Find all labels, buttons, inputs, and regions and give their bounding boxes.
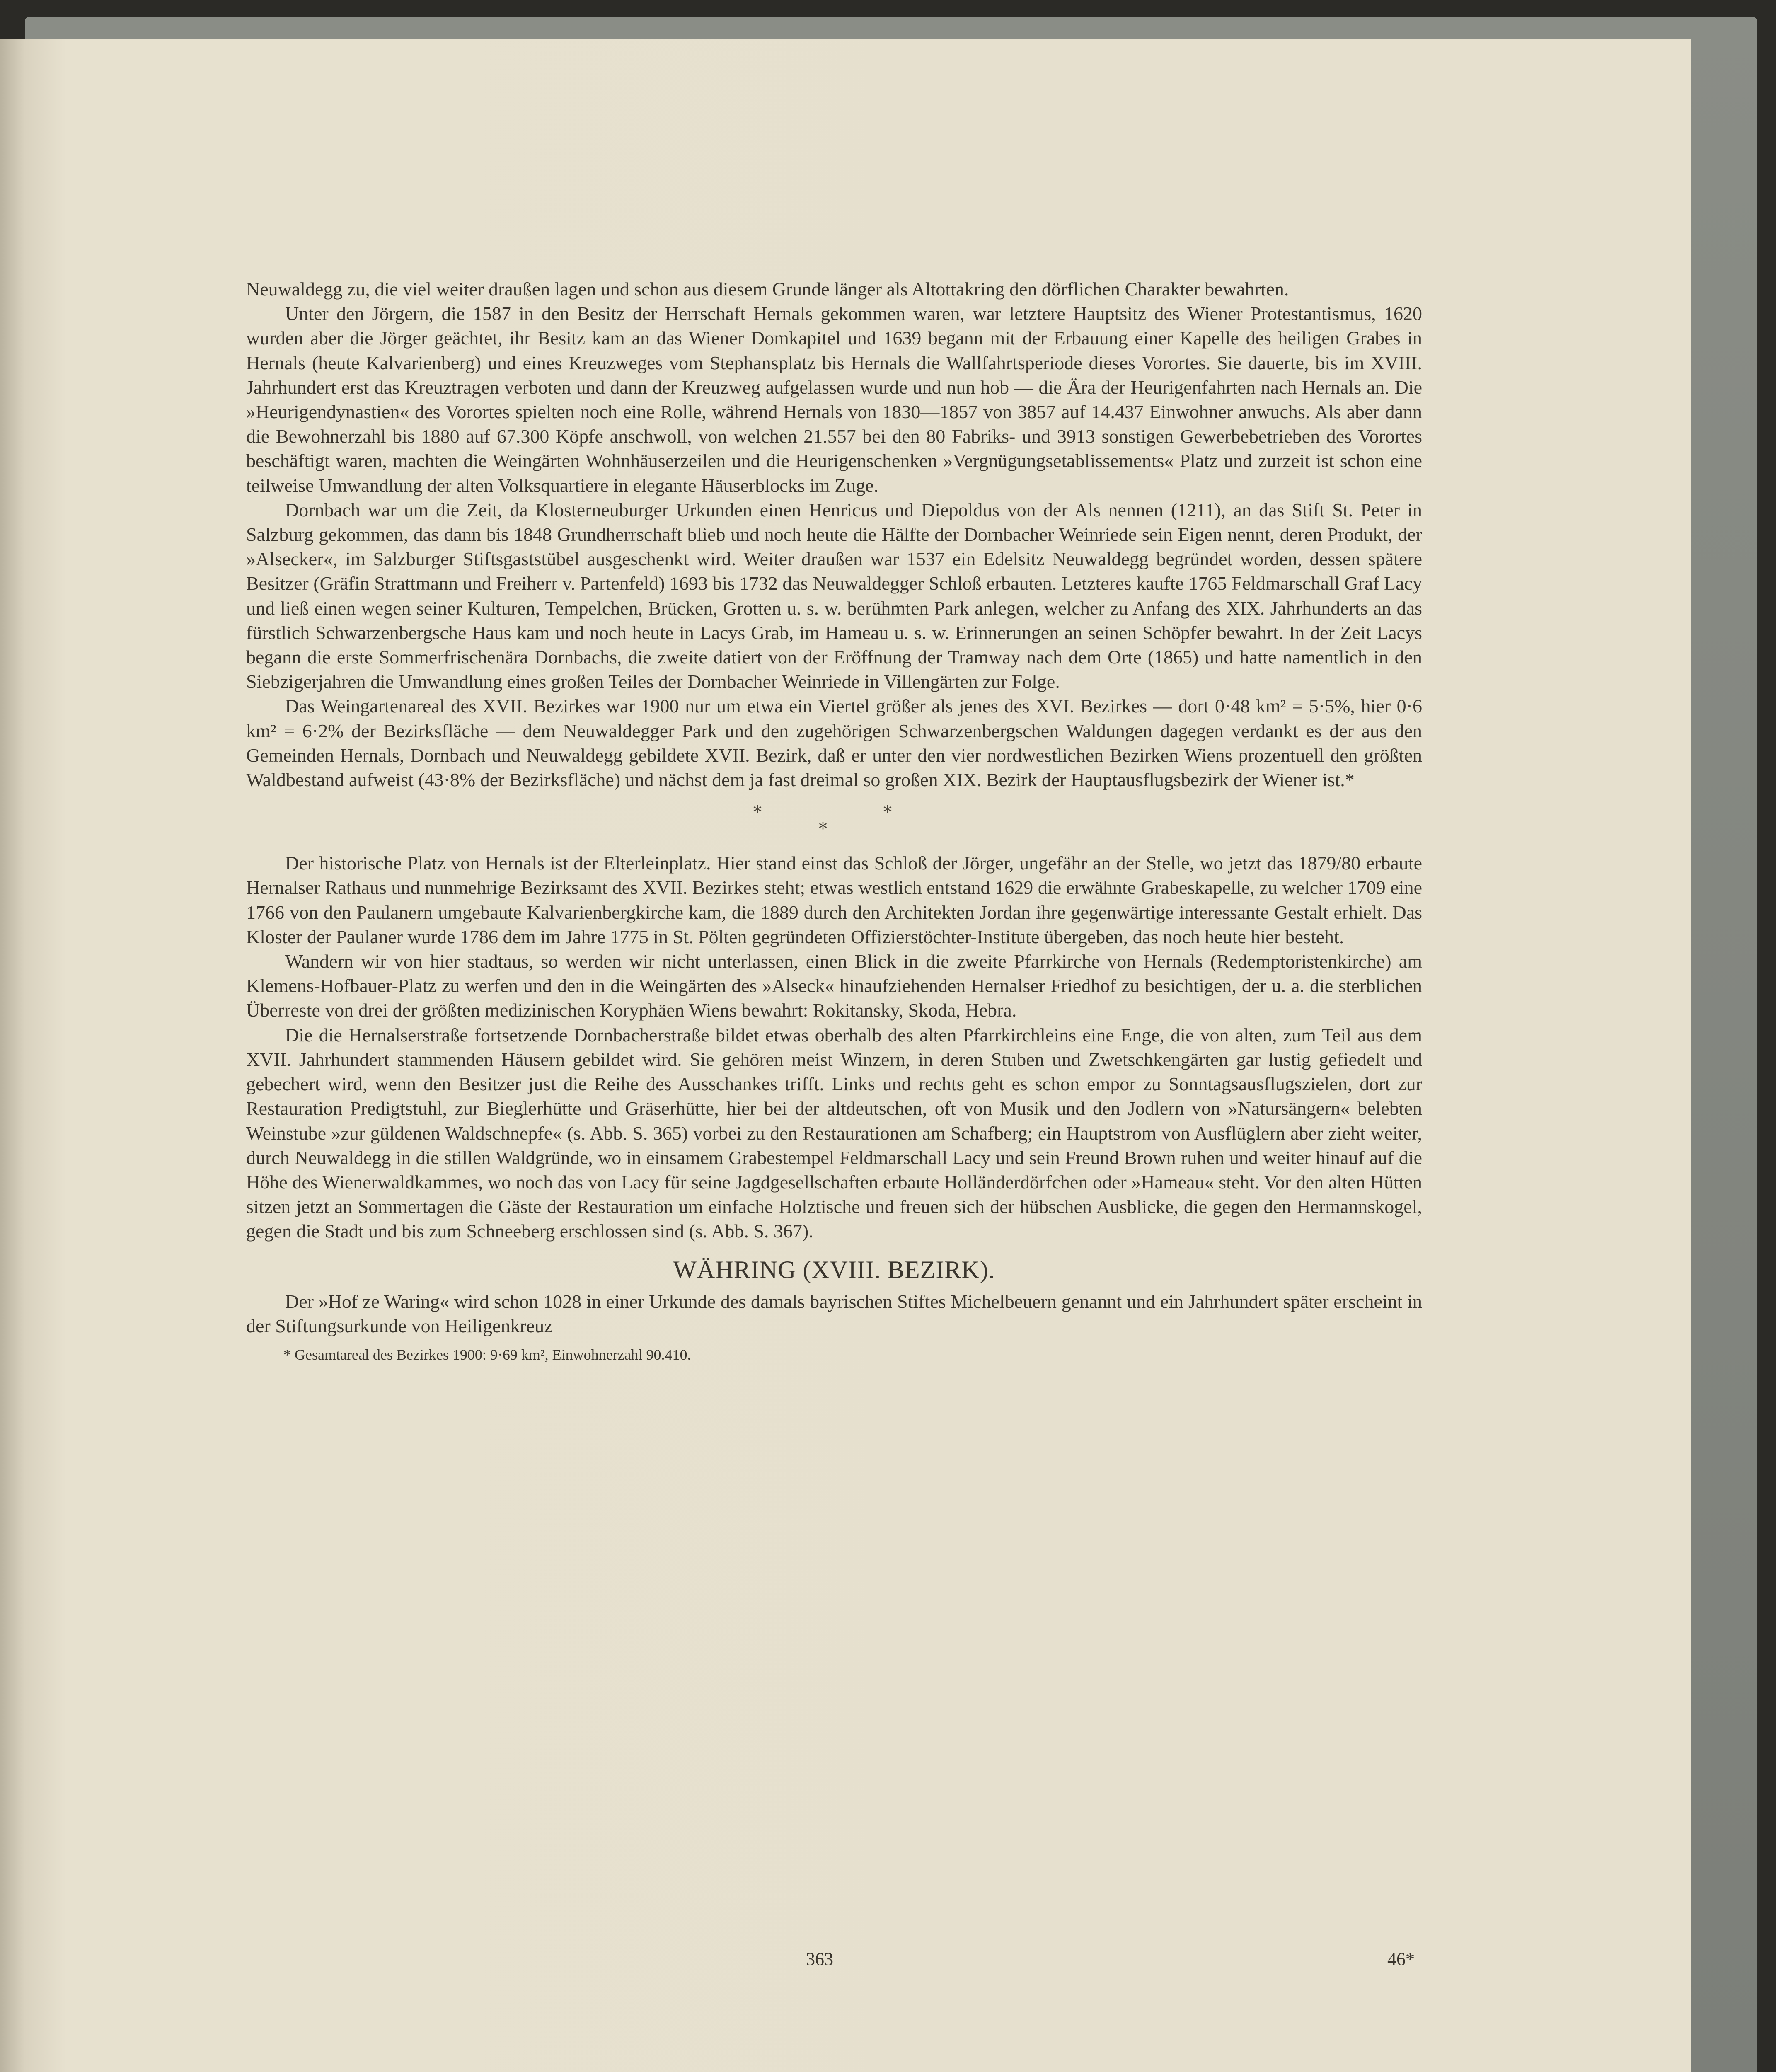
paragraph-continuation: Neuwaldegg zu, die viel weiter draußen lagen und schon aus diesem Grunde länger als Altottakring den dörflichen Charakter bewahrten. [246, 278, 1289, 300]
separator-star-right: * [883, 803, 892, 822]
paragraph-dornbacherstrasse: Die die Hernalserstraße fortsetzende Dornbacherstraße bildet etwas oberhalb des alten Pfarrkirchleins eine Enge, die von alten, zum Teil aus dem XVII. Jahrhundert stammenden Häusern gebildet wird. Sie gehören meist Winzern, in deren Stuben und Zwetschkengärten gar lustig gefiedelt und gebechert wird, wenn den Besitzer just die Reihe des Ausschankes trifft. Links und rechts geht es schon empor zu Sonntagsausflugszielen, dort zur Restauration Predigtstuhl, zur Bieglerhütte und Gräserhütte, hier bei der altdeutschen, oft von Musik und den Jodlern von »Natursängern« belebten Weinstube »zur güldenen Waldschnepfe« (s. Abb. S. 365) vorbei zu den Restaurationen am Schafberg; ein Hauptstrom von Ausflüglern aber zieht weiter, durch Neuwaldegg in die stillen Waldgründe, wo in einsamem Grabestempel Feldmarschall Lacy und sein Freund Brown ruhen und weiter hinauf auf die Höhe des Wienerwaldkammes, wo noch das von Lacy für seine Jagdgesellschaften erbaute Holländerdörfchen oder »Hameau« steht. Vor den alten Hütten sitzen jetzt an Sommertagen die Gäste der Restauration um einfache Holztische und freuen sich der hübschen Ausblicke, die gegen den Hermannskogel, gegen die Stadt und bis zum Schneeberg erschlossen sind (s. Abb. S. 367). [246, 1024, 1422, 1242]
paragraph-elterleinplatz: Der historische Platz von Hernals ist der Elterleinplatz. Hier stand einst das Schloß der Jörger, ungefähr an der Stelle, wo jetzt das 1879/80 erbaute Hernalser Rathaus und nunmehrige Bezirksamt des XVII. Bezirkes steht; etwas westlich entstand 1629 die erwähnte Grabeskapelle, zu welcher 1709 eine 1766 von den Paulanern umgebaute Kalvarienbergkirche kam, die 1889 durch den Architekten Jordan ihre gegenwärtige interessante Gestalt erhielt. Das Kloster der Paulaner wurde 1786 dem im Jahre 1775 in St. Pölten gegründeten Offizierstöchter-Institute übergeben, das noch heute hier besteht. [246, 852, 1422, 947]
section-separator [246, 798, 1422, 847]
signature-mark: 46* [1387, 1949, 1415, 1969]
separator-star-center: * [819, 819, 827, 839]
paragraph-joerger: Unter den Jörgern, die 1587 in den Besitz der Herrschaft Hernals gekommen waren, war letztere Hauptsitz des Wiener Protestantismus, 1620 wurden aber die Jörger geächtet, ihr Besitz kam an das Wiener Domkapitel und 1639 begann mit der Erbauung einer Kapelle des heiligen Grabes in Hernals (heute Kalvarienberg) und eines Kreuzweges vom Stephansplatz bis Hernals die Wallfahrtsperiode dieses Vorortes. Sie dauerte, bis im XVIII. Jahrhundert erst das Kreuztragen verboten und dann der Kreuzweg aufgelassen wurde und nun hob — die Ära der Heurigenfahrten nach Hernals an. Die »Heurigendynastien« des Vorortes spielten noch eine Rolle, während Hernals von 1830—1857 von 3857 auf 14.437 Einwohner anwuchs. Als aber dann die Bewohnerzahl bis 1880 auf 67.300 Köpfe anschwoll, von welchen 21.557 bei den 80 Fabriks- und 3913 sonstigen Gewerbebetrieben des Vorortes beschäftigt waren, machten die Weingärten Wohnhäuserzeilen und die Heurigenschenken »Vergnügungsetablissements« Platz und zurzeit ist schon eine teilweise Umwandlung der alten Volksquartiere in elegante Häuserblocks im Zuge. [246, 303, 1422, 496]
section-heading: WÄHRING (XVIII. BEZIRK). [673, 1256, 995, 1283]
paragraph-dornbach: Dornbach war um die Zeit, da Klosterneuburger Urkunden einen Henricus und Diepoldus von der Als nennen (1211), an das Stift St. Peter in Salzburg gekommen, das dann bis 1848 Grundherrschaft blieb und noch heute die Hälfte der Dornbacher Weinriede sein Eigen nennt, deren Produkt, der »Alsecker«, im Salzburger Stiftsgaststübel ausgeschenkt wird. Weiter draußen war 1537 ein Edelsitz Neuwaldegg begründet worden, dessen spätere Besitzer (Gräfin Strattmann und Freiherr v. Partenfeld) 1693 bis 1732 das Neuwaldegger Schloß erbauten. Letzteres kaufte 1765 Feldmarschall Graf Lacy und ließ einen wegen seiner Kulturen, Tempelchen, Brücken, Grotten u. s. w. berühmten Park anlegen, welcher zu Anfang des XIX. Jahrhunderts an das fürstlich Schwarzenbergsche Haus kam und noch heute in Lacys Grab, im Hameau u. s. w. Erinnerungen an seinen Schöpfer bewahrt. In der Zeit Lacys begann die erste Sommerfrischenära Dornbachs, die zweite datiert von der Eröffnung der Tramway nach dem Orte (1865) und hatte namentlich in den Siebzigerjahren die Umwandlung eines großen Teiles der Dornbacher Weinriede in Villengärten zur Folge. [246, 499, 1422, 692]
book-page [0, 39, 1691, 2072]
page-number: 363 [806, 1949, 833, 1969]
text-block [246, 277, 1422, 1365]
paragraph-weingartenareal: Das Weingartenareal des XVII. Bezirkes war 1900 nur um etwa ein Viertel größer als jenes des XVI. Bezirkes — dort 0·48 km² = 5·5%, hier 0·6 km² = 6·2% der Bezirksfläche — dem Neuwaldegger Park und den zugehörigen Schwarzenbergschen Waldungen dagegen verdankt es der aus den Gemeinden Hernals, Dornbach und Neuwaldegg gebildete XVII. Bezirk, daß er unter den vier nordwestlichen Bezirken Wiens prozentuell den größten Waldbestand aufweist (43·8% der Bezirksfläche) und nächst dem ja fast dreimal so großen XIX. Bezirk der Hauptausflugsbezirk der Wiener ist.* [246, 695, 1422, 791]
footnote: * Gesamtareal des Bezirkes 1900: 9·69 km², Einwohnerzahl 90.410. [283, 1346, 691, 1363]
paragraph-wandern: Wandern wir von hier stadtaus, so werden wir nicht unterlassen, einen Blick in die zweite Pfarrkirche von Hernals (Redemptoristenkirche) am Klemens-Hofbauer-Platz zu werfen und den in die Weingärten des »Alseck« hinaufziehenden Hernalser Friedhof zu besichtigen, der u. a. die sterblichen Überreste von drei der größten medizinischen Koryphäen Wiens bewahrt: Rokitansky, Skoda, Hebra. [246, 951, 1422, 1021]
paragraph-waehring: Der »Hof ze Waring« wird schon 1028 in einer Urkunde des damals bayrischen Stiftes Michelbeuern genannt und ein Jahrhundert später erscheint in der Stiftungsurkunde von Heiligenkreuz [246, 1290, 1422, 1336]
separator-star-left: * [753, 803, 762, 822]
